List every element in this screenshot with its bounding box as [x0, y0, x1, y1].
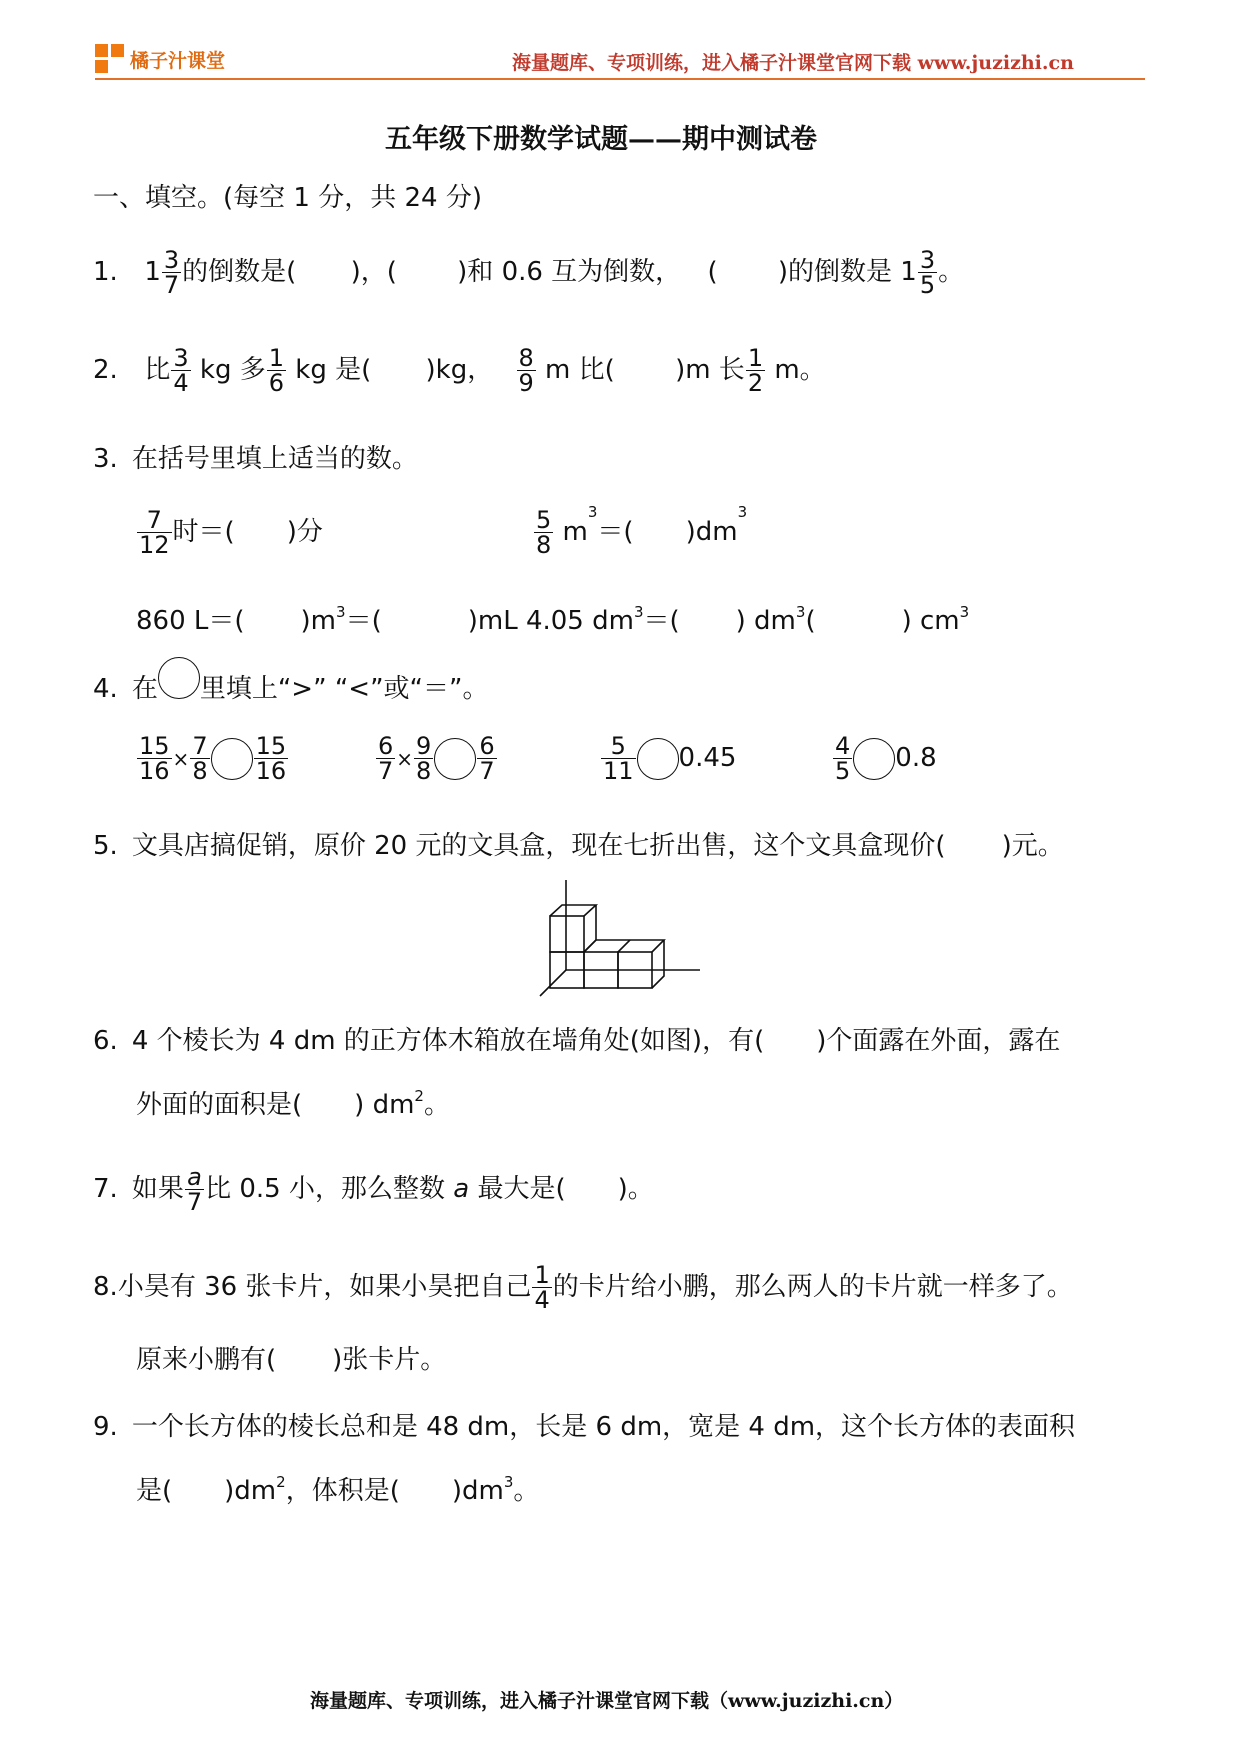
question-7: 7. 如果 $\frac{a}{7}$ 比 0.5 小，那么整数 a 最大是( )。	[93, 1163, 654, 1216]
brand-logo-icon	[95, 44, 125, 74]
fraction: $\frac{1}{4}$	[534, 1261, 550, 1314]
q3-item-c: 860 L＝( )$m^3=$( )mL 4.05 $dm^3=$( ) $dm^3$( ) $cm^3$	[136, 603, 970, 636]
fraction: $\frac{8}{9}$	[518, 344, 534, 397]
fraction: $\frac{4}{5}$	[835, 732, 851, 785]
fraction: $\frac{7}{12}$	[139, 506, 170, 559]
fraction: $\frac{6}{7}$	[378, 732, 394, 785]
fraction: $\frac{5}{8}$	[536, 506, 552, 559]
question-8: 8.小昊有 36 张卡片，如果小昊把自己 $\frac{1}{4}$ 的卡片给小鹏，那么两人的卡片就一样多了。	[93, 1261, 1073, 1314]
q3-item-b: $\frac{5}{8}$ $m^3=$( )$dm^3$	[536, 503, 748, 559]
fraction: $\frac{15}{16}$	[139, 732, 170, 785]
fraction: $\frac{3}{4}$	[173, 344, 189, 397]
fraction: $\frac{6}{7}$	[479, 732, 495, 785]
q4-expr-2: $\frac{6}{7}$ × $\frac{9}{8}$ $\frac{6}{7}$	[378, 732, 495, 785]
compare-circle-blank[interactable]	[637, 738, 679, 780]
compare-circle-blank[interactable]	[434, 738, 476, 780]
cubes-corner-figure	[530, 880, 710, 1005]
q3-item-a: $\frac{7}{12}$ 时＝( )分	[139, 506, 323, 559]
question-1: 1. 1 $\frac{3}{7}$ 的倒数是( )，( )和 0.6 互为倒数， ( )的倒数是 1 $\frac{3}{5}$ 。	[93, 246, 965, 299]
footer-tagline: 海量题库、专项训练，进入橘子汁课堂官网下载（www.juzizhi.cn）	[310, 1690, 904, 1712]
q4-expr-3: $\frac{5}{11}$ 0.45	[603, 732, 737, 785]
fraction: $\frac{3}{5}$	[919, 246, 936, 299]
question-4: 4. 在 里填上“>” “<”或“＝”。	[93, 676, 488, 702]
compare-circle-icon	[158, 657, 200, 699]
fraction: $\frac{3}{7}$	[163, 246, 180, 299]
fraction: $\frac{a}{7}$	[186, 1163, 203, 1216]
brand-name: 橘子汁课堂	[130, 50, 226, 72]
fraction: $\frac{1}{6}$	[268, 344, 285, 397]
compare-circle-blank[interactable]	[853, 738, 895, 780]
header-divider	[95, 78, 1145, 80]
q4-expr-1: $\frac{15}{16}$ × $\frac{7}{8}$ $\frac{15}{16}$	[139, 732, 287, 785]
fraction: $\frac{7}{8}$	[192, 732, 208, 785]
question-8-cont: 原来小鹏有( )张卡片。	[136, 1345, 447, 1375]
question-6-cont: 外面的面积是( ) $dm^2$。	[136, 1087, 450, 1120]
q4-expr-4: $\frac{4}{5}$ 0.8	[835, 732, 937, 785]
fraction: $\frac{5}{11}$	[603, 732, 634, 785]
question-3: 3. 在括号里填上适当的数。	[93, 444, 418, 474]
question-9-cont: 是( )$dm^2$，体积是( )$dm^3$。	[136, 1473, 540, 1506]
fraction: $\frac{1}{2}$	[747, 344, 764, 397]
question-9: 9. 一个长方体的棱长总和是 48 dm，长是 6 dm，宽是 4 dm，这个长方体的表面积	[93, 1412, 1076, 1442]
question-2: 2. 比 $\frac{3}{4}$ kg 多 $\frac{1}{6}$ kg 是( )kg， $\frac{8}{9}$ m 比( )m 长 $\frac{1}{2}$ m。	[93, 344, 826, 397]
section-heading: 一、填空。(每空 1 分，共 24 分)	[93, 183, 482, 213]
compare-circle-blank[interactable]	[211, 738, 253, 780]
question-6: 6. 4 个棱长为 4 dm 的正方体木箱放在墙角处(如图)，有( )个面露在外面，露在	[93, 1026, 1061, 1056]
page-title: 五年级下册数学试题——期中测试卷	[385, 124, 817, 155]
fraction: $\frac{15}{16}$	[255, 732, 287, 785]
header-tagline: 海量题库、专项训练，进入橘子汁课堂官网下载 www.juzizhi.cn	[512, 52, 1074, 74]
fraction: $\frac{9}{8}$	[416, 732, 432, 785]
question-5: 5. 文具店搞促销，原价 20 元的文具盒，现在七折出售，这个文具盒现价( )元。	[93, 831, 1064, 861]
